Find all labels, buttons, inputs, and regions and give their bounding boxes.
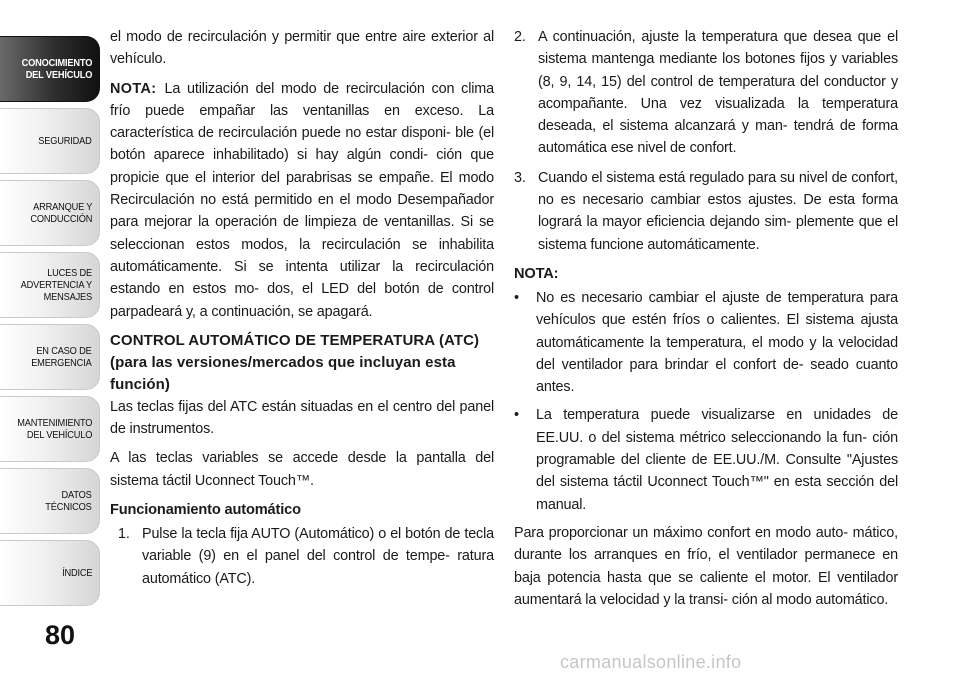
- list-item: [514, 167, 898, 256]
- list-number: 3.: [514, 169, 526, 186]
- list-number: 1.: [118, 526, 130, 543]
- watermark: carmanualsonline.info: [560, 652, 742, 672]
- note-label: NOTA:: [110, 80, 157, 97]
- list-text: Cuando el sistema está regulado para su nivel de confort, no es necesario cambiar estos ajustes. De esta forma logrará la mayor eficiencia dejando sim- plemente que el sistema funcione automáticamente.: [538, 169, 898, 253]
- paragraph: Las teclas fijas del ATC están situadas en el centro del panel de instrumentos.: [110, 398, 494, 438]
- list-text: Pulse la tecla fija AUTO (Automático) o el botón de tecla variable (9) en el panel del control de tempe- ratura automático (ATC).: [142, 526, 494, 587]
- list-number: 2.: [514, 29, 526, 45]
- tab-seguridad[interactable]: [0, 108, 100, 174]
- note-paragraph: [110, 78, 494, 323]
- bullet-item: [514, 287, 898, 398]
- paragraph: Para proporcionar un máximo confort en modo auto- mático, durante los arranques en frío, el ventilador permanece en baja potencia hasta que se caliente el motor. El ventilador aumentará la velocidad y la transi- ción al modo automático.: [514, 524, 898, 608]
- right-column: [514, 26, 898, 618]
- bullet-icon: •: [514, 407, 519, 424]
- section-heading: CONTROL AUTOMÁTICO DE TEMPERATURA (ATC) (para las versiones/mercados que incluyan esta función): [110, 331, 480, 393]
- tab-label: SEGURIDAD: [38, 135, 92, 147]
- subheading: Funcionamiento automático: [110, 502, 301, 519]
- tab-label: ÍNDICE: [61, 567, 92, 579]
- note-heading: NOTA:: [514, 265, 559, 282]
- tab-label: DATOS TÉCNICOS: [45, 489, 92, 513]
- tab-mantenimiento-del-vehiculo[interactable]: [0, 396, 100, 462]
- left-column: [110, 26, 494, 597]
- bullet-text: La temperatura puede visualizarse en unidades de EE.UU. o del sistema métrico seleccionando la fun- ción programable del cliente de EE.UU./M. Consulte "Ajustes del sistema táctil Uconnect Touch™" en esta sección del manual.: [536, 407, 898, 513]
- paragraph: A las teclas variables se accede desde la pantalla del sistema táctil Uconnect Touch™.: [110, 450, 494, 489]
- list-item: [110, 523, 494, 590]
- list-item: [514, 26, 898, 160]
- tab-label: EN CASO DE EMERGENCIA: [31, 345, 92, 369]
- tab-conocimiento-del-vehiculo[interactable]: [0, 36, 100, 102]
- tab-datos-tecnicos[interactable]: [0, 468, 100, 534]
- tab-indice[interactable]: [0, 540, 100, 606]
- bullet-text: No es necesario cambiar el ajuste de temperatura para vehículos que estén fríos o calientes. El sistema ajusta automáticamente la temperatura, el modo y la velocidad del ventilador para brindar el confort de- seado cuanto antes.: [536, 289, 898, 396]
- tab-label: CONOCIMIENTO DEL VEHÍCULO: [21, 57, 92, 81]
- note-text: La utilización del modo de recirculación con clima frío puede empañar las ventanillas en exceso. La característica de recirculación puede no estar disponi- ble (el botón aparece inhabilitado) si hay algún condi- ción que propicie que el interior del parabrisas se empañe. El modo Recirculación no está permitido en el modo Desempañador para mejorar la operación de limpieza de ventanillas. Si se seleccionan estos modos, la recirculación se inhabilita automáticamente. Si se intenta utilizar la recirculación estando en estos mo- dos, el LED del botón de control parpadeará y, a continuación, se apagará.: [110, 80, 494, 320]
- tab-en-caso-de-emergencia[interactable]: [0, 324, 100, 390]
- page-number: 80: [44, 620, 76, 650]
- tab-label: ARRANQUE Y CONDUCCIÓN: [30, 201, 92, 225]
- tab-label: MANTENIMIENTO DEL VEHÍCULO: [16, 417, 92, 441]
- bullet-icon: •: [514, 289, 519, 306]
- tab-luces-de-advertencia[interactable]: [0, 252, 100, 318]
- tab-label: LUCES DE ADVERTENCIA Y MENSAJES: [20, 267, 92, 303]
- list-text: A continuación, ajuste la temperatura que desea que el sistema mantenga mediante los botones fijos y variables (8, 9, 14, 15) del control de temperatura del conductor y acompañante. Una vez visualizada la temperatura deseada, el sistema alcanzará y man- tendrá de forma automática ese nivel de confort.: [538, 29, 898, 157]
- paragraph: el modo de recirculación y permitir que entre aire exterior al vehículo.: [110, 29, 494, 68]
- bullet-item: [514, 404, 898, 515]
- tab-arranque-y-conduccion[interactable]: [0, 180, 100, 246]
